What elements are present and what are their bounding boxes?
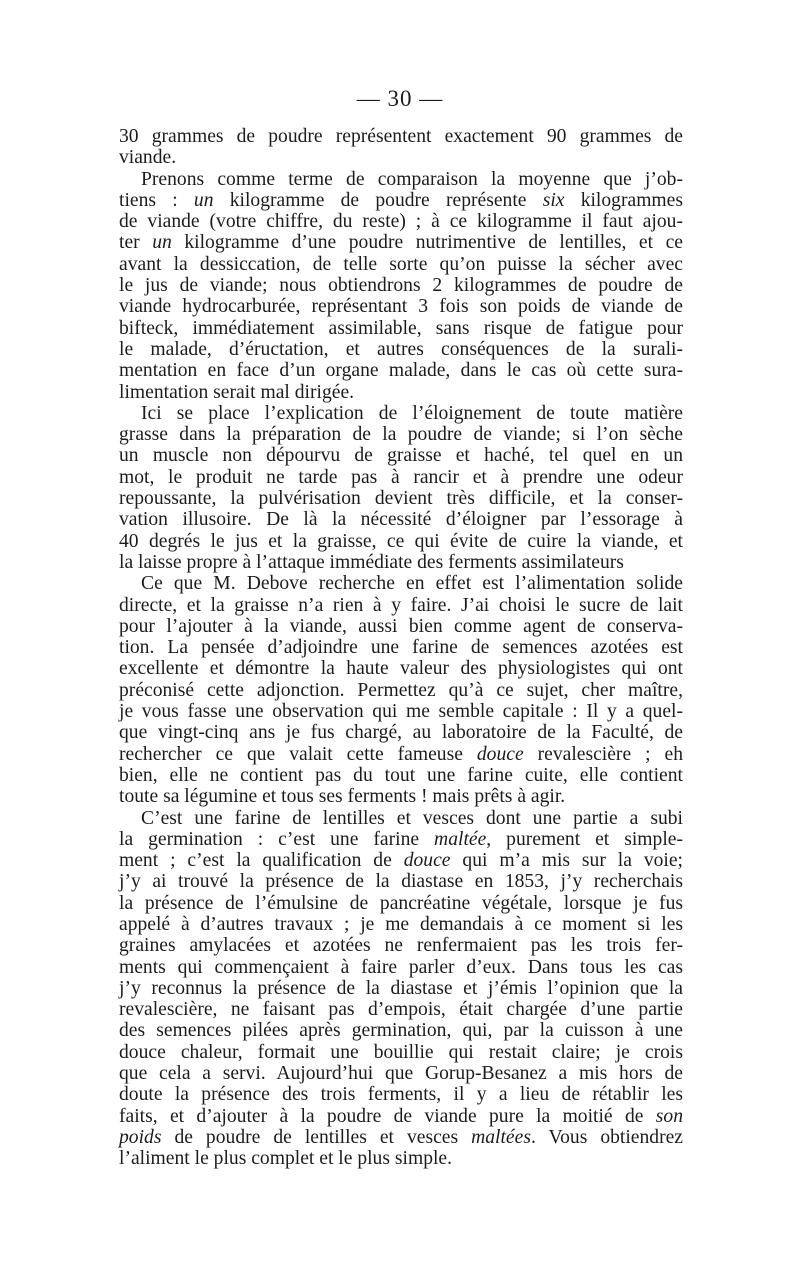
text-line: Prenons comme terme de comparaison la moyenne que j’ob- [141, 168, 683, 190]
text-line: bifteck, immédiatement assimilable, sans risque de fatigue pour [119, 317, 683, 339]
text-line: avant la dessiccation, de telle sorte qu’on puisse la sécher avec [119, 253, 683, 275]
text-line: tiens : un kilogramme de poudre représente six kilogrammes [119, 189, 683, 211]
text-line: je vous fasse une observation qui me semble capitale : Il y a quel- [119, 701, 683, 723]
text-line: 30 grammes de poudre représentent exactement 90 grammes de [119, 126, 683, 147]
text-line: que cela a servi. Aujourd’hui que Gorup-Besanez a mis hors de [119, 1063, 683, 1085]
text-line: grasse dans la préparation de la poudre de viande; si l’on sèche [119, 424, 683, 446]
text-line: douce chaleur, formait une bouillie qui restait claire; je crois [119, 1041, 683, 1063]
text-line: tion. La pensée d’adjoindre une farine de semences azotées est [119, 637, 683, 659]
text-line: appelé à d’autres travaux ; je me demandais à ce moment si les [119, 913, 683, 935]
text-line: faits, et d’ajouter à la poudre de viande pure la moitié de son [119, 1105, 683, 1127]
text-line: des semences pilées après germination, qui, par la cuisson à une [119, 1020, 683, 1042]
text-line: mentation en face d’un organe malade, dans le cas où cette sura- [119, 360, 683, 382]
text-line: poids de poudre de lentilles et vesces maltées. Vous obtiendrez [119, 1126, 684, 1148]
text-line: revalescière, ne faisant pas d’empois, était chargée d’une partie [119, 999, 683, 1021]
text-line: le jus de viande; nous obtiendrons 2 kilogrammes de poudre de [119, 275, 683, 297]
text-line: de viande (votre chiffre, du reste) ; à ce kilogramme il faut ajou- [119, 211, 683, 233]
text-line: la germination : c’est une farine maltée, purement et simple- [119, 828, 683, 850]
text-line: la présence de l’émulsine de pancréatine végétale, lorsque je fus [119, 892, 683, 914]
text-line: la laisse propre à l’attaque immédiate des ferments assimilateurs [119, 551, 624, 573]
text-line: préconisé cette adjonction. Permettez qu’à ce sujet, cher maître, [119, 679, 683, 701]
text-line: le malade, d’éructation, et autres conséquences de la surali- [119, 338, 683, 360]
text-line: doute la présence des trois ferments, il y a lieu de rétablir les [119, 1084, 683, 1106]
text-line: directe, et la graisse n’a rien à y faire. J’ai choisi le sucre de lait [119, 594, 683, 616]
page-number: — 30 — [356, 86, 444, 111]
body-text [119, 126, 683, 1170]
text-line: viande hydrocarburée, représentant 3 fois son poids de viande de [119, 296, 683, 318]
text-line: 40 degrés le jus et la graisse, ce qui évite de cuire la viande, et [119, 530, 683, 552]
text-line: un muscle non dépourvu de graisse et haché, tel quel en un [119, 445, 683, 467]
text-line: limentation serait mal dirigée. [119, 381, 355, 403]
text-line: C’est une farine de lentilles et vesces dont une partie a subi [141, 807, 683, 829]
text-line: ter un kilogramme d’une poudre nutrimentive de lentilles, et ce [119, 232, 683, 254]
text-line: j’y ai trouvé la présence de la diastase en 1853, j’y recherchais [119, 871, 683, 893]
text-line: Ici se place l’explication de l’éloignement de toute matière [141, 402, 683, 424]
text-line: toute sa légumine et tous ses ferments ! mais prêts à agir. [119, 786, 566, 808]
text-line: l’aliment le plus complet et le plus simple. [119, 1148, 453, 1170]
text-line: excellente et démontre la haute valeur des physiologistes qui ont [119, 658, 683, 680]
text-line: ment ; c’est la qualification de douce qui m’a mis sur la voie; [119, 850, 684, 872]
text-line: que vingt-cinq ans je fus chargé, au laboratoire de la Faculté, de [119, 722, 683, 744]
text-line: viande. [119, 147, 177, 169]
text-line: bien, elle ne contient pas du tout une farine cuite, elle contient [119, 764, 683, 786]
text-line: graines amylacées et azotées ne renfermaient pas les trois fer- [119, 935, 683, 957]
text-line: repoussante, la pulvérisation devient très difficile, et la conser- [119, 488, 683, 510]
text-line: rechercher ce que valait cette fameuse douce revalescière ; eh [119, 743, 683, 765]
text-line: pour l’ajouter à la viande, aussi bien comme agent de conserva- [119, 615, 683, 637]
text-line: mot, le produit ne tarde pas à rancir et à prendre une odeur [119, 466, 683, 488]
text-line: vation illusoire. De là la nécessité d’éloigner par l’essorage à [119, 509, 683, 531]
text-line: j’y reconnus la présence de la diastase et j’émis l’opinion que la [119, 977, 683, 999]
text-line: ments qui commençaient à faire parler d’eux. Dans tous les cas [119, 956, 683, 978]
text-line: Ce que M. Debove recherche en effet est l’alimentation solide [141, 573, 683, 595]
